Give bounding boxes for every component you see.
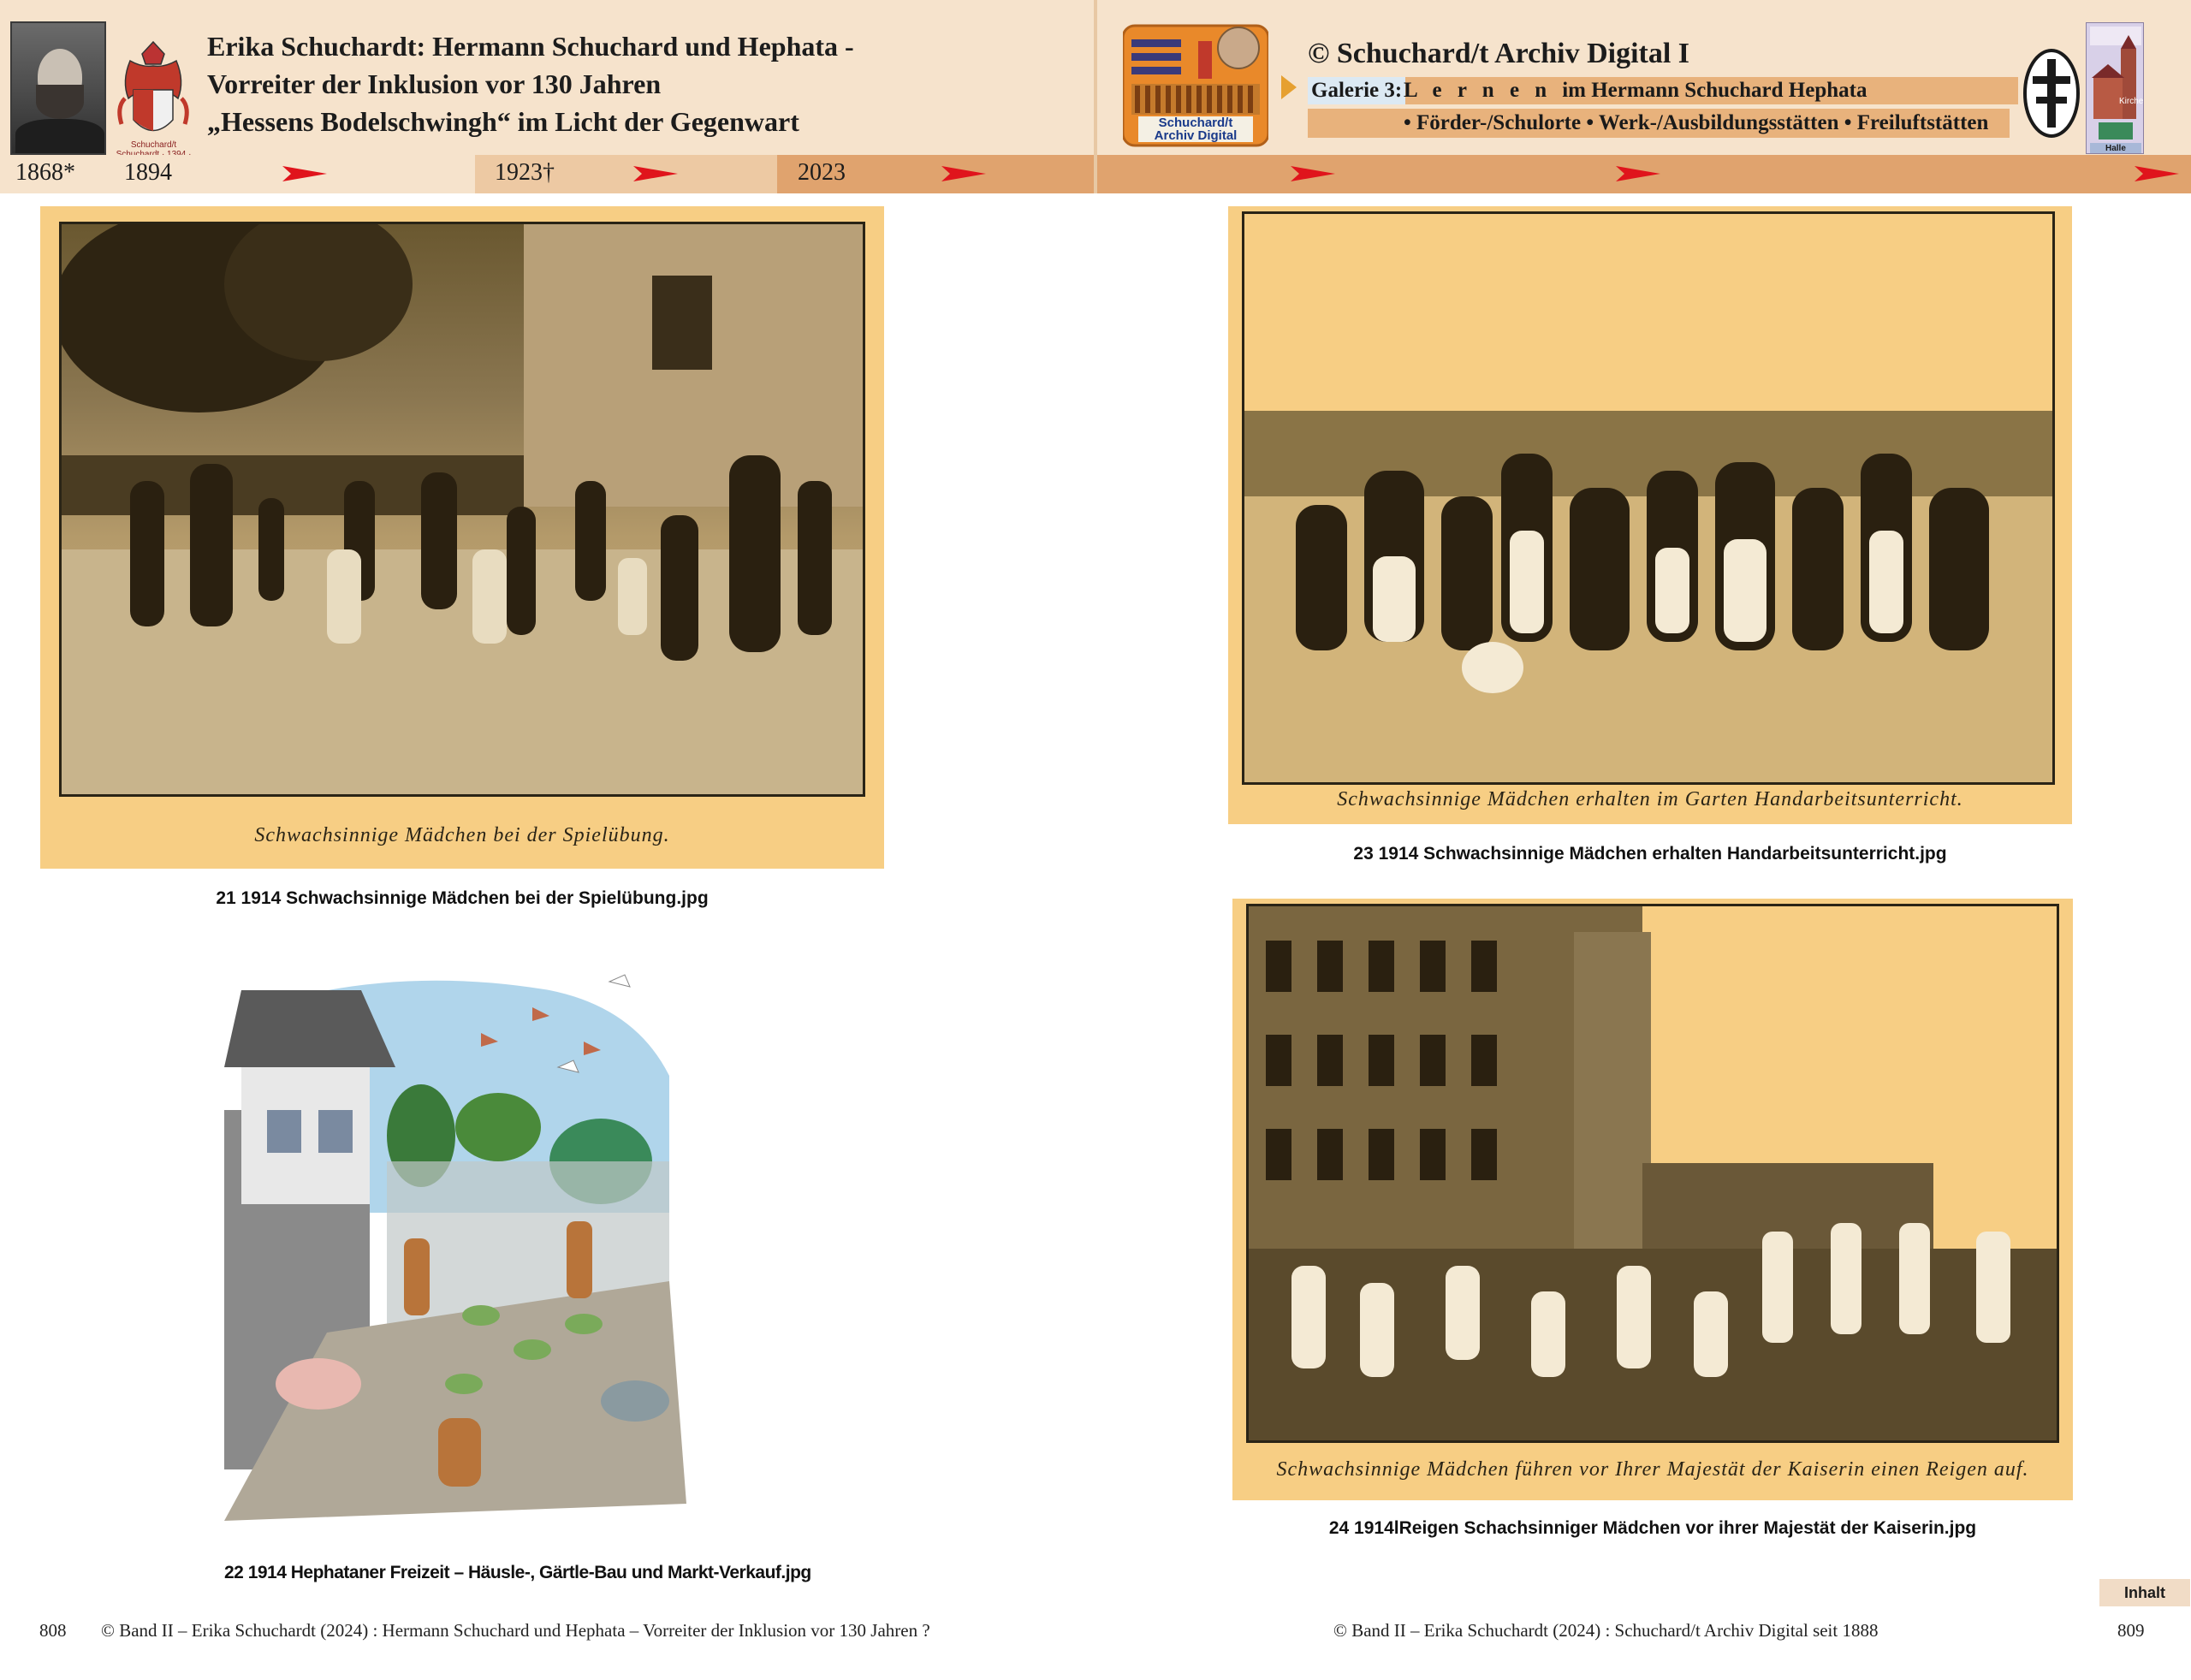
gallery-subtitle: • Förder-/Schulorte • Werk-/Ausbildungsstätten • Freiluftstätten <box>1404 111 1989 134</box>
photo-22[interactable] <box>224 956 700 1521</box>
photo-23[interactable] <box>1228 206 2072 824</box>
timeline-year-2023: 2023 <box>798 159 846 186</box>
page-number-left: 808 <box>39 1620 67 1641</box>
church-icon <box>2087 23 2144 154</box>
photo-24-inner-caption: Schwachsinnige Mädchen führen vor Ihrer Majestät der Kaiserin einen Reigen auf. <box>1276 1458 2029 1481</box>
gallery-title-rest: im Hermann Schuchard Hephata <box>1562 79 1867 102</box>
archive-title: © Schuchard/t Archiv Digital I <box>1308 38 1690 69</box>
photo-23-filename: 23 1914 Schwachsinnige Mädchen erhalten Handarbeitsunterricht.jpg <box>1353 844 1947 864</box>
photo-21-inner-caption: Schwachsinnige Mädchen bei der Spielübung. <box>254 824 670 846</box>
church-card[interactable] <box>2086 22 2144 154</box>
timeline-year-1868: 1868* <box>15 159 75 186</box>
title-line-2: Vorreiter der Inklusion vor 130 Jahren <box>207 68 662 99</box>
timeline-arrow-icon <box>1291 163 1335 185</box>
family-crest-icon <box>113 39 194 154</box>
photo-22-illustration <box>224 956 700 1521</box>
page-title <box>207 27 854 140</box>
photo-22-filename: 22 1914 Hephataner Freizeit – Häusle-, Gärtle-Bau und Markt-Verkauf.jpg <box>224 1563 811 1582</box>
archive-logo[interactable] <box>1123 22 1268 148</box>
timeline-year-1923: 1923† <box>495 159 555 186</box>
timeline-arrow-icon <box>1616 163 1660 185</box>
photo-24-filename: 24 1914lReigen Schachsinniger Mädchen vor ihrer Majestät der Kaiserin.jpg <box>1328 1518 1977 1538</box>
footer-right-text: © Band II – Erika Schuchardt (2024) : Schuchard/t Archiv Digital seit 1888 <box>1333 1620 1879 1641</box>
photo-24-scene <box>1249 906 2057 1440</box>
gallery-title <box>1404 77 1867 104</box>
photo-24[interactable] <box>1232 899 2073 1500</box>
crest-caption: Schuchard/t <box>130 140 177 150</box>
photo-21[interactable] <box>40 206 884 869</box>
archive-logo-line-1: Schuchard/t <box>1158 116 1233 130</box>
photo-21-filename: 21 1914 Schwachsinnige Mädchen bei der Spielübung.jpg <box>216 888 709 908</box>
gallery-spaced-word: L e r n e n <box>1404 79 1553 102</box>
photo-23-inner-caption: Schwachsinnige Mädchen erhalten im Garten Handarbeitsunterricht. <box>1337 788 1963 810</box>
footer-left-text: © Band II – Erika Schuchardt (2024) : Hermann Schuchard und Hephata – Vorreiter der Inklusion vor 130 Jahren ? <box>101 1620 930 1641</box>
timeline-arrow-icon <box>282 163 327 185</box>
timeline-arrow-icon <box>941 163 986 185</box>
timeline-year-1894: 1894 <box>124 159 172 186</box>
photo-23-scene <box>1244 214 2052 782</box>
inhalt-button[interactable]: Inhalt <box>2099 1579 2190 1606</box>
hephata-cross-icon <box>2022 47 2081 140</box>
timeline-arrow-icon <box>2135 163 2179 185</box>
timeline-arrow-icon <box>633 163 678 185</box>
portrait-image <box>10 21 106 155</box>
page-number-right: 809 <box>2117 1620 2145 1641</box>
photo-21-scene <box>62 224 863 794</box>
archive-logo-line-2: Archiv Digital <box>1154 128 1238 143</box>
gallery-label: Galerie 3: <box>1308 77 1405 104</box>
church-card-label-halle: Halle <box>2105 144 2126 153</box>
gallery-arrow-icon <box>1281 75 1297 99</box>
title-line-3: „Hessens Bodelschwingh“ im Licht der Gegenwart <box>207 106 799 137</box>
title-line-1: Erika Schuchardt: Hermann Schuchard und Hephata - <box>207 31 854 62</box>
church-card-label-kirche: Kirche <box>2119 97 2144 106</box>
